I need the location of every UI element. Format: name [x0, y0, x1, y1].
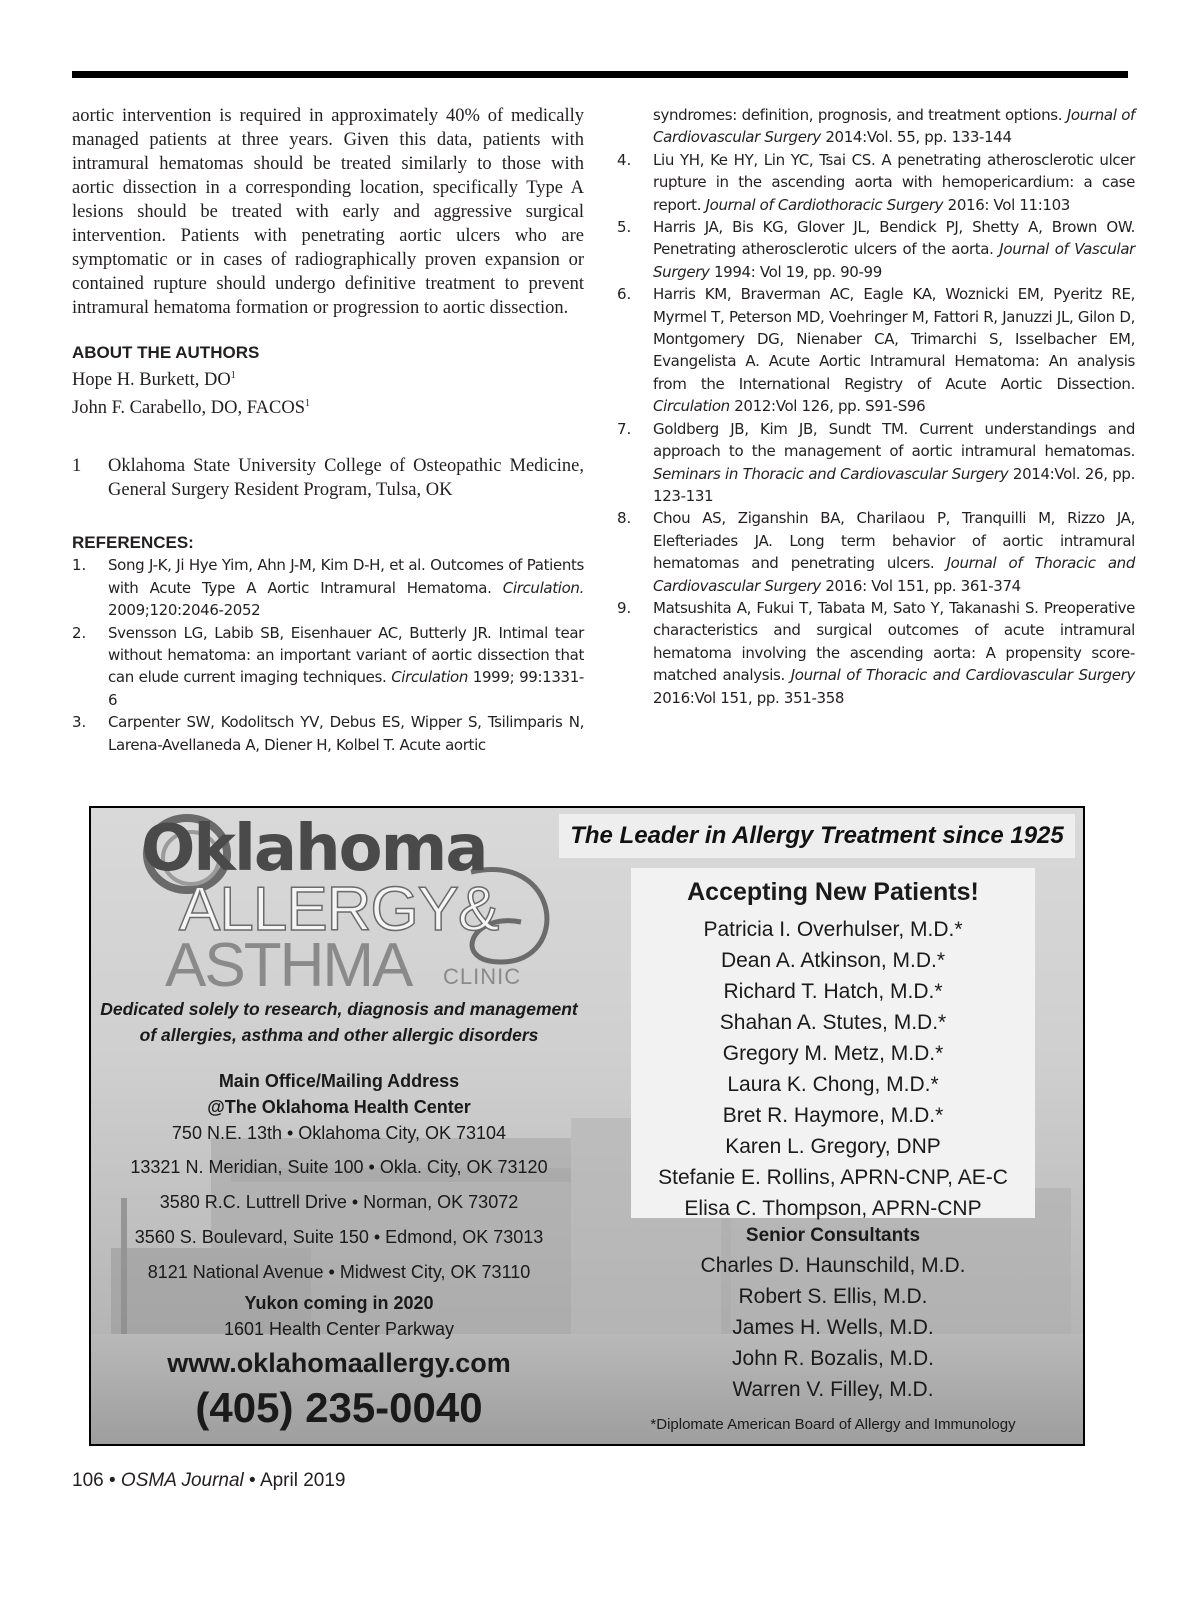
doctor-name: Shahan A. Stutes, M.D.* [719, 1011, 947, 1034]
ref-text [653, 283, 1135, 417]
left-column [72, 104, 584, 756]
ref-citation: Goldberg JB, Kim JB, Sundt TM. Current understandings and approach to the management of aortic intramural hematomas. [653, 419, 1135, 461]
ref-details: 2016: Vol 11:103 [947, 195, 1071, 214]
location-address: 13321 N. Meridian, Suite 100 • Okla. City, OK 73120 [130, 1157, 548, 1177]
ref-journal: Circulation [653, 397, 730, 416]
reference-item [617, 149, 1135, 216]
ref-journal: Circulation [391, 668, 468, 687]
main-office-heading: Main Office/Mailing Address [218, 1071, 460, 1091]
ref-text [653, 597, 1135, 709]
ad-contact-info [91, 996, 587, 1434]
ref-num: 2. [72, 623, 87, 642]
location-address: 3560 S. Boulevard, Suite 150 • Edmond, OK 73013 [134, 1227, 544, 1247]
doctor-name: Patricia I. Overhulser, M.D.* [703, 918, 963, 941]
ref-num: 4. [617, 150, 632, 169]
phone-number: (405) 235-0040 [195, 1384, 483, 1431]
website-link[interactable]: www.oklahomaallergy.com [167, 1348, 511, 1378]
yukon-heading: Yukon coming in 2020 [244, 1293, 434, 1313]
ref-num: 8. [617, 509, 632, 528]
reference-item [617, 597, 1135, 709]
reference-item-continued [617, 104, 1135, 149]
ref-details: 2014:Vol. 26, pp. 123-131 [653, 464, 1135, 505]
reference-item [72, 622, 584, 712]
ref-journal: Circulation. [502, 578, 584, 597]
author-2-name: John F. Carabello, DO, FACOS [72, 398, 306, 419]
ref-num [617, 104, 653, 149]
doctor-name: Dean A. Atkinson, M.D.* [720, 949, 946, 972]
ref-text [653, 418, 1135, 508]
senior-name: James H. Wells, M.D. [732, 1316, 934, 1339]
ref-citation: Chou AS, Ziganshin BA, Charilaou P, Tranquilli M, Rizzo JA, Elefteriades JA. Long term behavior of aortic intramural hematomas and penetrating ulcers. [653, 509, 1135, 573]
ref-citation: Liu YH, Ke HY, Lin YC, Tsai CS. A penetrating atherosclerotic ulcer rupture in the ascending aorta with hemopericardium: a case report. [653, 150, 1135, 214]
accepting-title: Accepting New Patients! [687, 878, 979, 906]
doctor-name: Stefanie E. Rollins, APRN-CNP, AE-C [658, 1166, 1008, 1189]
yukon-address: 1601 Health Center Parkway [223, 1319, 455, 1339]
main-address: 750 N.E. 13th • Oklahoma City, OK 73104 [171, 1123, 507, 1143]
senior-name: Warren V. Filley, M.D. [732, 1378, 934, 1401]
doctor-name: Bret R. Haymore, M.D.* [722, 1104, 944, 1127]
journal-name: OSMA Journal [120, 1470, 244, 1491]
doctor-list [631, 914, 1035, 1224]
conclusion-paragraph: aortic intervention is required in approximately 40% of medically managed patients at three years. Given this data, patients with intramural hematomas should be treated similarly to those with aortic dissection in a corresponding location, specifically Type A lesions should be treated with early and aggressive surgical intervention. Patients with penetrating aortic ulcers who are symptomatic or in cases of radiographically proven expansion or contained rupture should undergo definitive treatment to prevent intramural hematoma formation or progression to aortic dissection. [72, 106, 584, 318]
ref-journal: Journal of Vascular Surgery [653, 240, 1135, 281]
top-rule [72, 71, 1128, 78]
senior-heading: Senior Consultants [745, 1225, 921, 1246]
page-number: 106 [72, 1470, 104, 1491]
ref-details: 2016:Vol 151, pp. 351-358 [653, 688, 845, 707]
ref-journal: Journal of Thoracic and Cardiovascular Surgery [790, 666, 1136, 685]
senior-list [631, 1250, 1035, 1405]
affiliation [72, 454, 584, 502]
board-footnote: *Diplomate American Board of Allergy and Immunology [650, 1416, 1016, 1433]
senior-name: Robert S. Ellis, M.D. [738, 1285, 928, 1308]
reference-item [617, 283, 1135, 417]
author-2 [72, 392, 584, 420]
doctor-name: Laura K. Chong, M.D.* [727, 1073, 939, 1096]
logo-word-allergy: ALLERGY& [179, 875, 499, 944]
ref-text [653, 149, 1135, 216]
reference-item [617, 418, 1135, 508]
about-authors-heading: ABOUT THE AUTHORS [72, 343, 260, 362]
affiliation-number: 1 [72, 456, 82, 477]
author-1-name: Hope H. Burkett, DO [72, 370, 231, 391]
issue-date: April 2019 [259, 1470, 346, 1491]
ref-details: 2016: Vol 151, pp. 361-374 [825, 576, 1021, 595]
ref-journal: Seminars in Thoracic and Cardiovascular Surgery [653, 464, 1009, 483]
logo-word-clinic: CLINIC [443, 964, 522, 989]
senior-name: Charles D. Haunschild, M.D. [700, 1254, 966, 1277]
ref-citation: Song J-K, Ji Hye Yim, Ahn J-M, Kim D-H, et al. Outcomes of Patients with Acute Type A Aortic Intramural Hematoma. [108, 556, 584, 597]
senior-name: John R. Bozalis, M.D. [732, 1347, 934, 1370]
ref-text [108, 554, 584, 621]
ref-text [653, 507, 1135, 597]
ref-journal: Journal of Thoracic and Cardiovascular Surgery [653, 554, 1136, 595]
ref-num: 6. [617, 285, 632, 304]
location-address: 8121 National Avenue • Midwest City, OK 73110 [147, 1262, 531, 1282]
references-heading: REFERENCES: [72, 533, 194, 553]
ref-citation: Harris KM, Braverman AC, Eagle KA, Woznicki EM, Pyeritz RE, Myrmel T, Peterson MD, Voehringer M, Fattori R, Januzzi JL, Gilon D, Montgomery DG, Nienaber CA, Trimarchi S, Isselbacher EM, Evangelista A. Acute Aortic Intramural Hematoma: An analysis from the International Registry of Acute Aortic Dissection. [653, 285, 1135, 393]
doctor-name: Richard T. Hatch, M.D.* [723, 980, 943, 1003]
reference-item [617, 216, 1135, 283]
reference-item [617, 507, 1135, 597]
ref-details: 2014:Vol. 55, pp. 133-144 [825, 128, 1012, 147]
author-1-sup: 1 [230, 370, 236, 381]
ref-citation: Carpenter SW, Kodolitsch YV, Debus ES, Wipper S, Tsilimparis N, Larena-Avellaneda A, Diener H, Kolbel T. Acute aortic [108, 713, 584, 754]
ref-text [653, 216, 1135, 283]
accepting-patients-box [631, 868, 1035, 1218]
page-footer [72, 1470, 346, 1492]
reference-item [72, 711, 584, 756]
senior-consultants [631, 1222, 1035, 1405]
tagline: The Leader in Allergy Treatment since 1925 [559, 814, 1075, 858]
ref-journal: Journal of Cardiovascular Surgery [653, 106, 1135, 147]
right-column [617, 104, 1135, 709]
doctor-name: Karen L. Gregory, DNP [725, 1135, 941, 1158]
reference-item [72, 554, 584, 621]
ref-citation: Matsushita A, Fukui T, Tabata M, Sato Y, Takanashi S. Preoperative characteristics and surgical outcomes of acute intramural hematoma involving the ascending aorta: A propensity score-matched analysis. [653, 598, 1135, 685]
ref-details: 1994: Vol 19, pp. 90-99 [713, 262, 882, 281]
affiliation-text: Oklahoma State University College of Osteopathic Medicine, General Surgery Resident Program, Tulsa, OK [108, 456, 584, 501]
ref-details: 1999; 99:1331-6 [108, 668, 584, 709]
ref-num: 1. [72, 556, 87, 575]
footer-separator: • [103, 1470, 121, 1491]
mission-line-1: Dedicated solely to research, diagnosis and management [100, 999, 578, 1019]
ref-citation: syndromes: definition, prognosis, and treatment options. [653, 106, 1063, 124]
references-list-left [72, 554, 584, 756]
ref-journal: Journal of Cardiothoracic Surgery [705, 195, 944, 214]
references-list-right [617, 104, 1135, 709]
author-2-sup: 1 [305, 398, 311, 410]
ref-num: 5. [617, 218, 632, 237]
doctor-name: Gregory M. Metz, M.D.* [722, 1042, 944, 1065]
logo-word-oklahoma: Oklahoma [141, 812, 487, 886]
mission-line-2: of allergies, asthma and other allergic disorders [139, 1025, 539, 1045]
ref-details: 2009;120:2046-2052 [108, 601, 261, 620]
ref-details: 2012:Vol 126, pp. S91-S96 [734, 397, 926, 416]
ref-num: 9. [617, 598, 632, 617]
footer-separator: • [243, 1470, 260, 1491]
advertisement [89, 806, 1085, 1446]
ref-num: 7. [617, 419, 632, 438]
doctor-name: Elisa C. Thompson, APRN-CNP [684, 1197, 982, 1220]
ref-citation: Harris JA, Bis KG, Glover JL, Bendick PJ, Shetty A, Brown OW. Penetrating atherosclerotic ulcers of the aorta. [653, 218, 1135, 259]
author-1 [72, 364, 584, 392]
location-address: 3580 R.C. Luttrell Drive • Norman, OK 73072 [159, 1192, 519, 1212]
ref-text [108, 622, 584, 712]
main-office-subheading: @The Oklahoma Health Center [207, 1097, 471, 1117]
ref-text [108, 711, 584, 756]
ref-text [653, 104, 1135, 149]
ref-num: 3. [72, 713, 87, 732]
logo-word-asthma: ASTHMA [165, 931, 412, 1000]
clinic-logo [141, 812, 581, 998]
ref-citation: Svensson LG, Labib SB, Eisenhauer AC, Butterly JR. Intimal tear without hematoma: an important variant of aortic dissection that can elude current imaging techniques. [108, 623, 584, 687]
